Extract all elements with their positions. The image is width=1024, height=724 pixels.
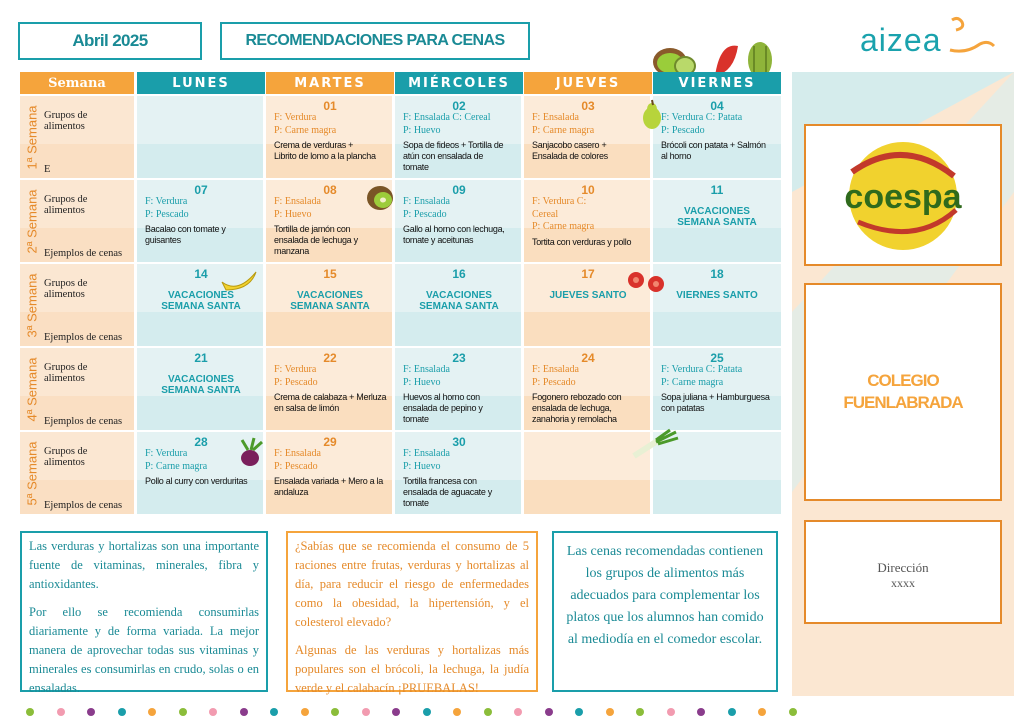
day-number: 29	[323, 435, 337, 449]
row-label-food-groups: Grupos de alimentos	[44, 194, 88, 216]
dinner-example: Huevos al horno con ensalada de pepino y tomate	[403, 392, 483, 424]
footer-dot	[728, 708, 736, 716]
food-groups: F: Verdura C: Patata P: Carne magra	[661, 364, 743, 388]
footer-dot	[362, 708, 370, 716]
day-cell	[395, 348, 523, 430]
week-label-text: 1ª Semana	[24, 104, 40, 170]
tomato-slice-icon	[626, 268, 674, 298]
row-label-food-groups: Grupos de alimentos	[44, 110, 88, 132]
week-label-text: 3ª Semana	[24, 272, 40, 338]
dinner-example: Crema de verduras + Librito de lomo a la plancha	[274, 140, 376, 161]
column-header-jueves: JUEVES	[524, 72, 652, 94]
column-header-martes: MARTES	[266, 72, 394, 94]
fruit-illustration-icon	[650, 36, 785, 76]
footer-dot	[87, 708, 95, 716]
food-groups: F: Verdura C: Patata P: Pescado	[661, 112, 743, 136]
day-cell	[137, 180, 265, 262]
food-groups: F: Verdura P: Pescado	[145, 196, 189, 220]
direction-label: Dirección	[877, 560, 929, 575]
footer-dot	[179, 708, 187, 716]
dinner-example: Sopa de fideos + Tortilla de atún con ensalada de tomate	[403, 140, 504, 172]
week-label	[22, 348, 42, 430]
day-number: 07	[194, 183, 208, 197]
day-cell-lower	[137, 396, 265, 430]
week-label-text: 2ª Semana	[24, 188, 40, 254]
footer-dot	[392, 708, 400, 716]
day-cell	[395, 264, 523, 346]
footer-dot	[118, 708, 126, 716]
day-number: 16	[452, 267, 466, 281]
banana-icon	[220, 268, 268, 298]
row-label-dinner-examples: E	[44, 164, 51, 175]
day-number: 11	[710, 183, 724, 197]
footer-dot	[758, 708, 766, 716]
dinner-example: Bacalao con tomate y guisantes	[145, 224, 226, 245]
day-number: 14	[194, 267, 208, 281]
footer-dot	[148, 708, 156, 716]
week-label-text: 5ª Semana	[24, 440, 40, 506]
day-cell	[395, 432, 523, 514]
holiday-label: VACACIONES SEMANA SANTA	[419, 290, 499, 312]
holiday-label: JUEVES SANTO	[549, 290, 627, 301]
leek-icon	[632, 432, 680, 462]
day-number: 09	[452, 183, 466, 197]
row-label-dinner-examples: Ejemplos de cenas	[44, 332, 123, 343]
dinner-example: Pollo al curry con verduritas	[145, 476, 248, 486]
school-name-box	[804, 283, 1002, 501]
row-label-food-groups: Grupos de alimentos	[44, 278, 88, 300]
day-number: 01	[323, 99, 337, 113]
footer-dot	[606, 708, 614, 716]
aizea-swoosh-icon	[856, 14, 1006, 60]
school-logo-icon	[806, 126, 1000, 264]
dinner-example: Sanjacobo casero + Ensalada de colores	[532, 140, 608, 161]
footer-dot	[636, 708, 644, 716]
dinner-example: Tortilla de jamón con ensalada de lechuga y manzana	[274, 224, 358, 256]
column-header-semana: Semana	[20, 72, 134, 94]
row-label-dinner-examples: Ejemplos de cenas	[44, 500, 123, 511]
week-label	[22, 180, 42, 262]
day-number: 21	[194, 351, 208, 365]
dinner-example: Tortilla francesa con ensalada de aguacate y tomate	[403, 476, 492, 508]
aizea-logo	[856, 14, 1006, 60]
footer-dot	[26, 708, 34, 716]
direction-box	[804, 520, 1002, 624]
column-header-miercoles: MIÉRCOLES	[395, 72, 523, 94]
day-cell	[266, 96, 394, 178]
row-label-dinner-examples: Ejemplos de cenas	[44, 248, 123, 259]
aizea-logo-text: aizea	[860, 22, 942, 58]
day-cell	[524, 96, 652, 178]
dinner-example: Ensalada variada + Mero a la andaluza	[274, 476, 383, 497]
title-box	[220, 22, 530, 60]
food-groups: F: Verdura C: Cereal P: Carne magra	[532, 196, 595, 232]
day-cell-lower	[524, 480, 652, 514]
kiwi-icon	[366, 184, 414, 214]
month-label-box	[18, 22, 202, 60]
food-groups: F: Ensalada P: Huevo	[403, 364, 450, 388]
holiday-label: VACACIONES SEMANA SANTA	[161, 374, 241, 396]
school-logo-text: coespa	[844, 178, 962, 216]
holiday-label: VACACIONES SEMANA SANTA	[161, 290, 241, 312]
day-cell	[137, 348, 265, 430]
week-label	[22, 432, 42, 514]
footer-dot	[209, 708, 217, 716]
footer-dot	[423, 708, 431, 716]
day-cell-lower	[395, 312, 523, 346]
food-groups: F: Ensalada P: Pescado	[403, 196, 450, 220]
day-cell-lower	[266, 312, 394, 346]
page-title: RECOMENDACIONES PARA CENAS	[245, 32, 505, 49]
dinner-example: Crema de calabaza + Merluza en salsa de limón	[274, 392, 387, 413]
week-label	[22, 264, 42, 346]
day-number: 02	[452, 99, 466, 113]
food-groups: F: Verdura P: Carne magra	[274, 112, 337, 136]
day-cell	[653, 180, 781, 262]
dinner-example: Fogonero rebozado con ensalada de lechuga, zanahoria y remolacha	[532, 392, 622, 424]
dinner-example: Sopa juliana + Hamburguesa con patatas	[661, 392, 770, 413]
food-groups: F: Verdura P: Carne magra	[145, 448, 208, 472]
day-cell-lower	[137, 312, 265, 346]
info-box-vegetables	[20, 531, 268, 695]
day-cell	[524, 180, 652, 262]
day-number: 28	[194, 435, 208, 449]
info-box-2-paragraph-2: Algunas de las verduras y hortalizas más populares son el brócoli, la lechuga, la judía verde y el calabacín ¡PRUEBALAS!	[295, 643, 529, 695]
info-box-2-paragraph-1: ¿Sabías que se recomienda el consumo de 5 raciones entre frutas, verduras y hortalizas al día, para reducir el riesgo de enfermedades como la obesidad, la hipertensión, y el colesterol elevado?	[295, 539, 529, 629]
day-cell	[653, 348, 781, 430]
week-label	[22, 96, 42, 178]
day-number: 30	[452, 435, 466, 449]
footer-dot	[453, 708, 461, 716]
school-name: COLEGIO FUENLABRADA	[843, 371, 963, 412]
day-cell	[266, 264, 394, 346]
footer-dot	[697, 708, 705, 716]
day-cell	[395, 180, 523, 262]
holiday-label: VACACIONES SEMANA SANTA	[677, 206, 757, 228]
row-label-dinner-examples: Ejemplos de cenas	[44, 416, 123, 427]
footer-dot	[331, 708, 339, 716]
food-groups: F: Verdura P: Pescado	[274, 364, 318, 388]
grid-line	[392, 96, 395, 514]
day-cell	[395, 96, 523, 178]
holiday-label: VIERNES SANTO	[676, 290, 758, 301]
grid-line	[134, 96, 137, 514]
dinner-example: Brócoli con patata + Salmón al horno	[661, 140, 766, 161]
day-cell	[137, 96, 265, 178]
food-groups: F: Ensalada P: Huevo	[274, 196, 321, 220]
row-label-food-groups: Grupos de alimentos	[44, 446, 88, 468]
grid-line	[20, 514, 781, 516]
footer-dot	[301, 708, 309, 716]
day-number: 08	[323, 183, 337, 197]
pear-icon	[640, 100, 688, 130]
day-number: 15	[323, 267, 337, 281]
food-groups: F: Ensalada P: Huevo	[403, 448, 450, 472]
day-cell	[524, 348, 652, 430]
food-groups: F: Ensalada P: Carne magra	[532, 112, 595, 136]
beet-icon	[238, 438, 286, 468]
day-number: 22	[323, 351, 337, 365]
footer-dot	[514, 708, 522, 716]
school-logo-box	[804, 124, 1002, 266]
column-header-lunes: LUNES	[137, 72, 265, 94]
footer-dot	[545, 708, 553, 716]
day-cell-lower	[653, 228, 781, 262]
day-number: 17	[581, 267, 595, 281]
direction-value: xxxx	[891, 576, 915, 590]
column-header-viernes: VIERNES	[653, 72, 781, 94]
day-number: 10	[581, 183, 595, 197]
holiday-label: VACACIONES SEMANA SANTA	[290, 290, 370, 312]
footer-dot	[667, 708, 675, 716]
grid-line	[521, 96, 524, 514]
day-number: 25	[710, 351, 724, 365]
footer-dot	[484, 708, 492, 716]
day-cell-lower	[653, 480, 781, 514]
info-box-1-paragraph-2: Por ello se recomienda consumirlas diariamente y de forma variada. La mejor manera de aprovechar todas sus vitaminas y minerales es consumirlas en crudo, solas o en ensaladas.	[29, 605, 259, 695]
day-cell-lower	[653, 312, 781, 346]
grid-line	[20, 262, 781, 264]
row-label-food-groups: Grupos de alimentos	[44, 362, 88, 384]
food-groups: F: Ensalada C: Cereal P: Huevo	[403, 112, 491, 136]
week-label-text: 4ª Semana	[24, 356, 40, 422]
day-number: 04	[710, 99, 724, 113]
day-number: 18	[710, 267, 724, 281]
info-box-3-paragraph-1: Las cenas recomendadas contienen los grupos de alimentos más adecuados para complementar los platos que los alumnos han comido al mediodía en el comedor escolar.	[566, 544, 764, 647]
food-groups: F: Ensalada P: Pescado	[532, 364, 579, 388]
footer-dot	[575, 708, 583, 716]
info-box-1-paragraph-1: Las verduras y hortalizas son una importante fuente de vitaminas, minerales, fibra y antioxidantes.	[29, 539, 259, 591]
info-box-dinners	[552, 531, 778, 692]
footer-dot	[789, 708, 797, 716]
grid-line	[20, 346, 781, 348]
month-label: Abril 2025	[72, 31, 148, 50]
dinner-example: Gallo al horno con lechuga, tomate y aceitunas	[403, 224, 505, 245]
day-cell-lower	[137, 144, 265, 178]
day-number: 24	[581, 351, 595, 365]
food-groups: F: Ensalada P: Pescado	[274, 448, 321, 472]
footer-dot	[270, 708, 278, 716]
day-cell	[266, 348, 394, 430]
day-cell-lower	[524, 312, 652, 346]
footer-dot	[57, 708, 65, 716]
grid-line	[20, 178, 781, 180]
info-box-did-you-know	[286, 531, 538, 695]
day-number: 03	[581, 99, 595, 113]
day-number: 23	[452, 351, 466, 365]
footer-dot	[240, 708, 248, 716]
dinner-example: Tortita con verduras y pollo	[532, 236, 632, 247]
